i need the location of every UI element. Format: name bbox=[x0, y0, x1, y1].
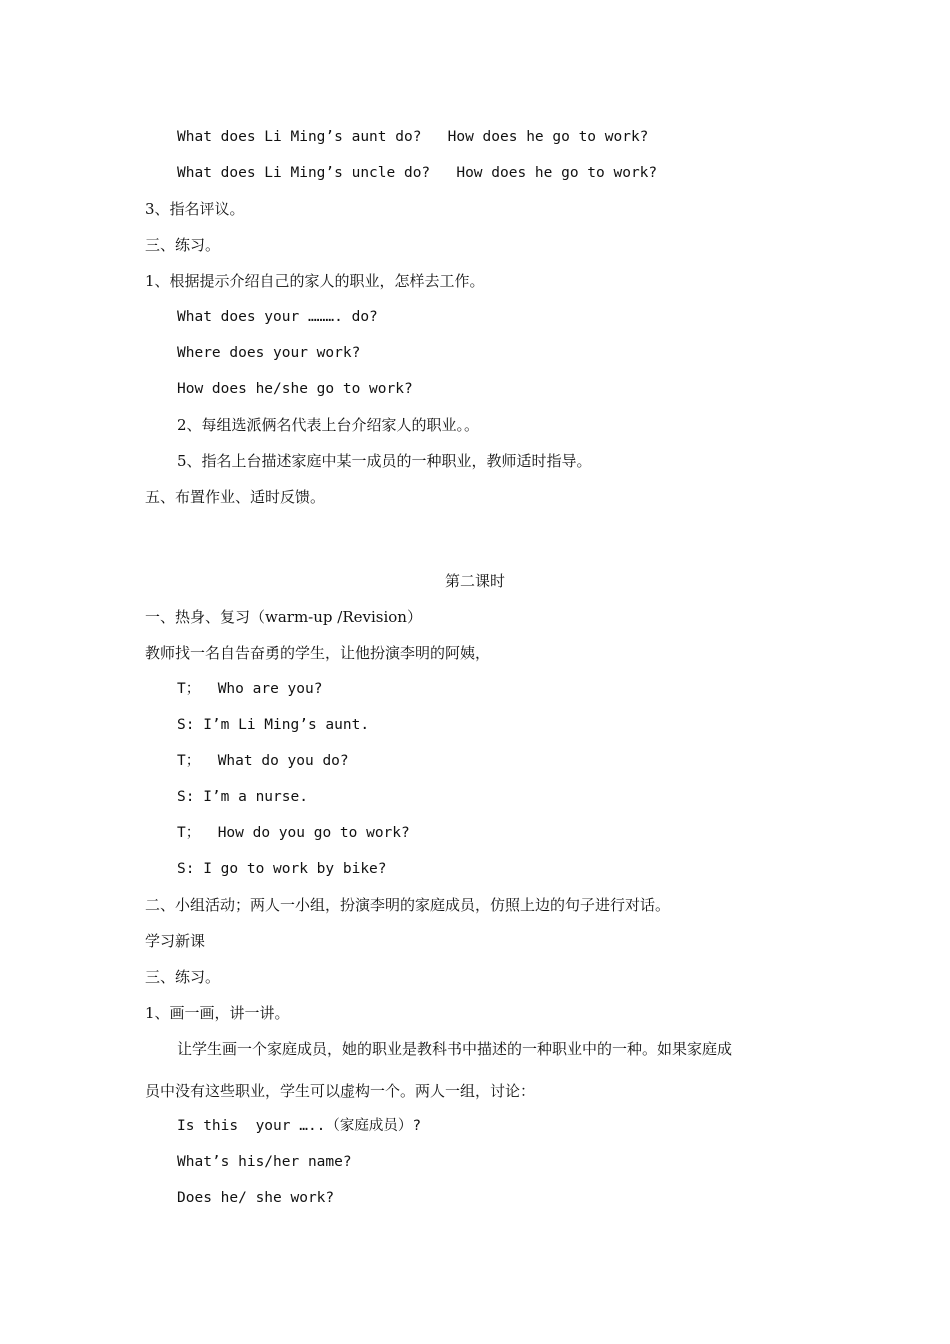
discussion-question-3: Does he/ she work? bbox=[177, 1190, 335, 1206]
dialogue-line-3: T； What do you do? bbox=[177, 753, 349, 769]
step-1-draw-talk: 1、画一画，讲一讲。 bbox=[145, 1004, 290, 1022]
section-heading-group-activity: 二、小组活动；两人一小组，扮演李明的家庭成员，仿照上边的句子进行对话。 bbox=[145, 896, 671, 914]
step-2-representatives: 2、每组选派俩名代表上台介绍家人的职业。。 bbox=[177, 416, 480, 434]
prompt-where-does: Where does your work? bbox=[177, 345, 361, 361]
text-line-uncle-question: What does Li Ming’s uncle do? How does he go to work? bbox=[177, 165, 658, 181]
lesson-two-title: 第二课时 bbox=[444, 572, 505, 590]
section-heading-warmup: 一、热身、复习（warm-up /Revision） bbox=[145, 608, 422, 626]
section-heading-homework: 五、布置作业、适时反馈。 bbox=[145, 488, 326, 506]
warmup-instruction: 教师找一名自告奋勇的学生，让他扮演李明的阿姨， bbox=[145, 644, 491, 662]
discussion-question-2: What’s his/her name? bbox=[177, 1154, 352, 1170]
dialogue-line-4: S: I’m a nurse. bbox=[177, 789, 308, 805]
text-line-aunt-question: What does Li Ming’s aunt do? How does he go to work? bbox=[177, 129, 649, 145]
discussion-question-1: Is this your …..（家庭成员）? bbox=[177, 1118, 422, 1134]
dialogue-line-1: T； Who are you? bbox=[177, 681, 323, 697]
prompt-what-does: What does your ………. do? bbox=[177, 309, 378, 325]
section-heading-practice: 三、练习。 bbox=[145, 236, 221, 254]
dialogue-line-6: S: I go to work by bike? bbox=[177, 861, 387, 877]
step-1-introduce: 1、根据提示介绍自己的家人的职业，怎样去工作。 bbox=[145, 272, 485, 290]
prompt-how-does: How does he/she go to work? bbox=[177, 381, 413, 397]
paragraph-draw-line-1: 让学生画一个家庭成员，她的职业是教科书中描述的一种职业中的一种。如果家庭成 bbox=[177, 1040, 733, 1058]
step-5-describe: 5、指名上台描述家庭中某一成员的一种职业，教师适时指导。 bbox=[177, 452, 592, 470]
heading-new-lesson: 学习新课 bbox=[145, 932, 206, 950]
step-3-evaluate: 3、指名评议。 bbox=[145, 200, 245, 218]
section-heading-practice-2: 三、练习。 bbox=[145, 968, 221, 986]
dialogue-line-5: T； How do you go to work? bbox=[177, 825, 410, 841]
dialogue-line-2: S: I’m Li Ming’s aunt. bbox=[177, 717, 370, 733]
paragraph-draw-line-2: 员中没有这些职业，学生可以虚构一个。两人一组，讨论： bbox=[145, 1082, 536, 1100]
